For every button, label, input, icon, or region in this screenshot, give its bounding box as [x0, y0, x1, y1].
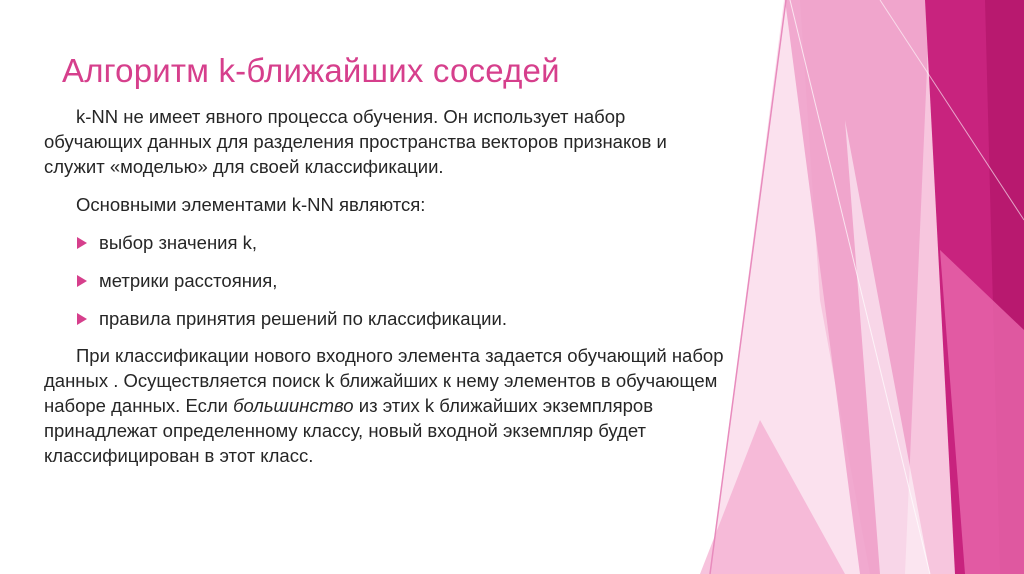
paragraph-classification-part1: При классификации нового входного элемента задается обучающий набор данных . Осуществляется поиск k ближайших к нему элементов в обучающем наборе данных. Если: [44, 345, 724, 416]
list-item: [44, 306, 724, 331]
paragraph-classification: [44, 343, 724, 468]
paragraph-elements-heading: Основными элементами k-NN являются:: [76, 194, 426, 215]
triangle-bullet-icon: [77, 237, 87, 249]
elements-list: [44, 230, 724, 331]
slide-body: [44, 104, 724, 468]
list-item-text: метрики расстояния,: [99, 270, 278, 291]
paragraph-classification-part2: из этих k ближайших экземпляров принадлежат определенному классу, новый входной экземпляр будет классифицирован в этот класс.: [44, 395, 654, 466]
triangle-bullet-icon: [77, 313, 87, 325]
paragraph-knn-intro: k-NN не имеет явного процесса обучения. Он использует набор обучающих данных для разделения пространства векторов признаков и служит «моделью» для своей классификации.: [44, 106, 667, 177]
list-item-text: выбор значения k,: [99, 232, 258, 253]
slide-title: Алгоритм k-ближайших соседей: [62, 52, 560, 89]
list-item: [44, 268, 724, 293]
emphasis-majority: большинство: [233, 395, 354, 416]
triangle-bullet-icon: [77, 275, 87, 287]
list-item-text: правила принятия решений по классификации.: [99, 308, 507, 329]
list-item: [44, 230, 724, 255]
